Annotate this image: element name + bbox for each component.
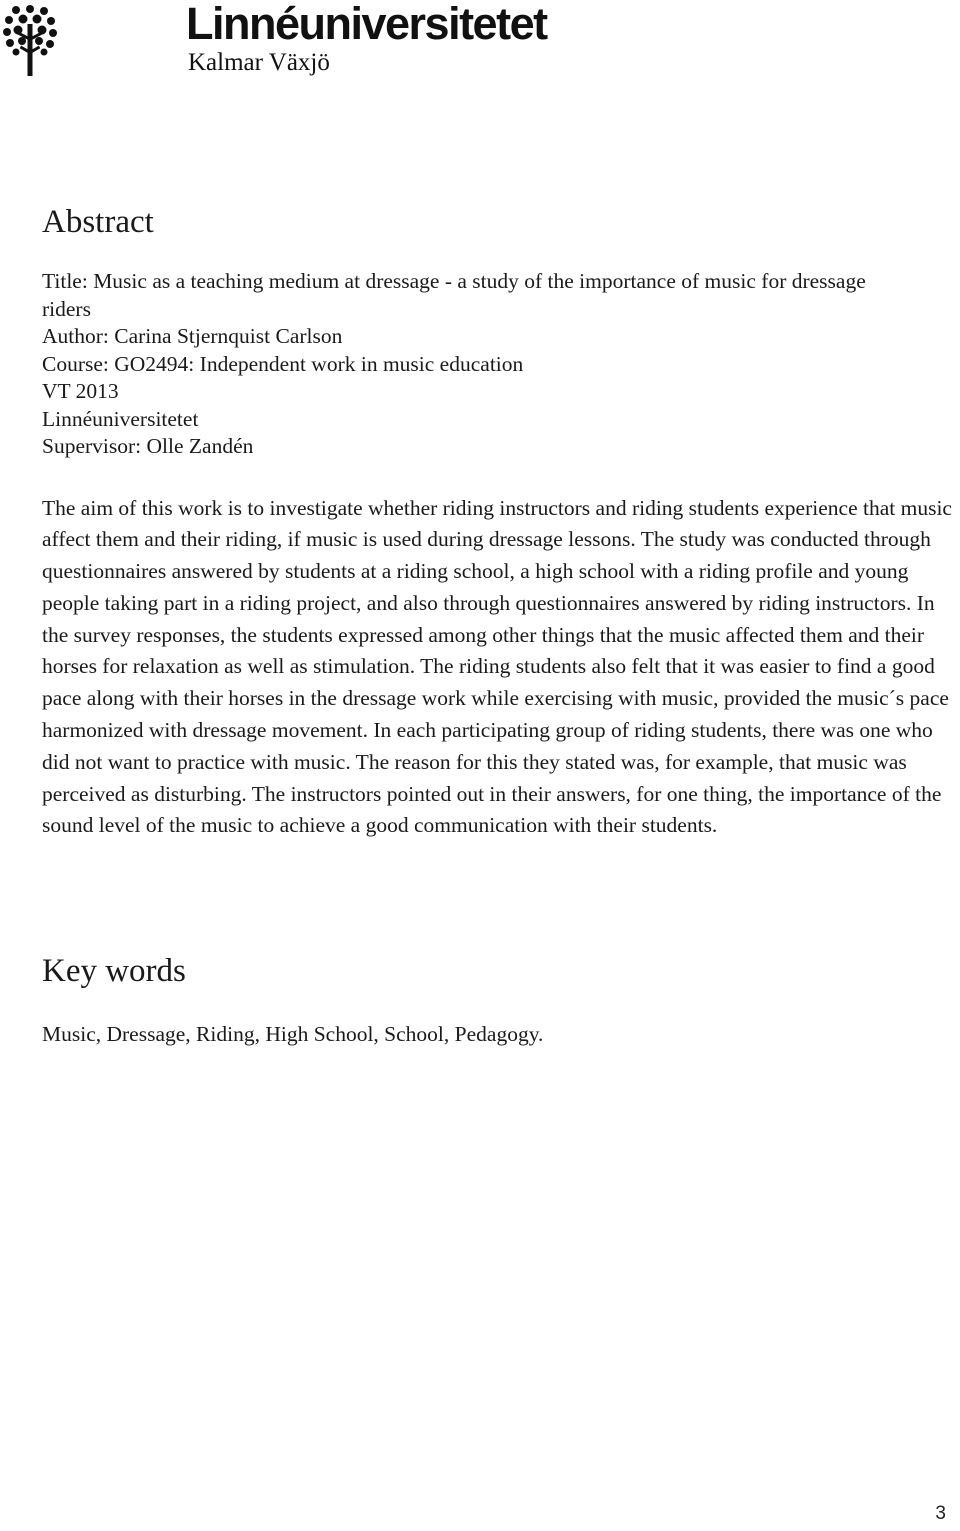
keywords-heading: Key words — [42, 953, 186, 990]
abstract-heading: Abstract — [42, 204, 154, 240]
university-wordmark: Linnéuniversitetet — [186, 0, 547, 49]
campus-names: Kalmar Växjö — [188, 49, 330, 76]
tree-logo-icon — [2, 4, 58, 76]
thesis-university: Linnéuniversitetet — [42, 406, 199, 431]
thesis-metadata — [42, 268, 954, 461]
thesis-term: VT 2013 — [42, 379, 119, 403]
abstract-page-content — [42, 196, 954, 1049]
thesis-supervisor: Supervisor: Olle Zandén — [42, 434, 254, 458]
abstract-body: The aim of this work is to investigate whether riding instructors and riding students experience that music affect them and their riding, if music is used during dressage lessons. The study was conducted through questionnaires answered by students at a riding school, a high school with a riding profile and young people taking part in a riding project, and also through questionnaires answered by riding instructors. In the survey responses, the students expressed among other things that the music affected them and their horses for relaxation as well as stimulation. The riding students also felt that it was easier to find a good pace along with their horses in the dressage work while exercising with music, provided the music´s pace harmonized with dressage movement. In each participating group of riding students, there was one who did not want to practice with music. The reason for this they stated was, for example, that music was perceived as disturbing. The instructors pointed out in their answers, for one thing, the importance of the sound level of the music to achieve a good communication with their students. — [42, 495, 952, 838]
thesis-course: Course: GO2494: Independent work in music education — [42, 351, 524, 376]
thesis-title: Title: Music as a teaching medium at dressage - a study of the importance of music for dressage riders — [42, 269, 866, 321]
page-header — [0, 0, 620, 90]
keywords-list: Music, Dressage, Riding, High School, School, Pedagogy. — [42, 1022, 544, 1047]
page-number: 3 — [935, 1503, 946, 1524]
thesis-author: Author: Carina Stjernquist Carlson — [42, 324, 343, 348]
